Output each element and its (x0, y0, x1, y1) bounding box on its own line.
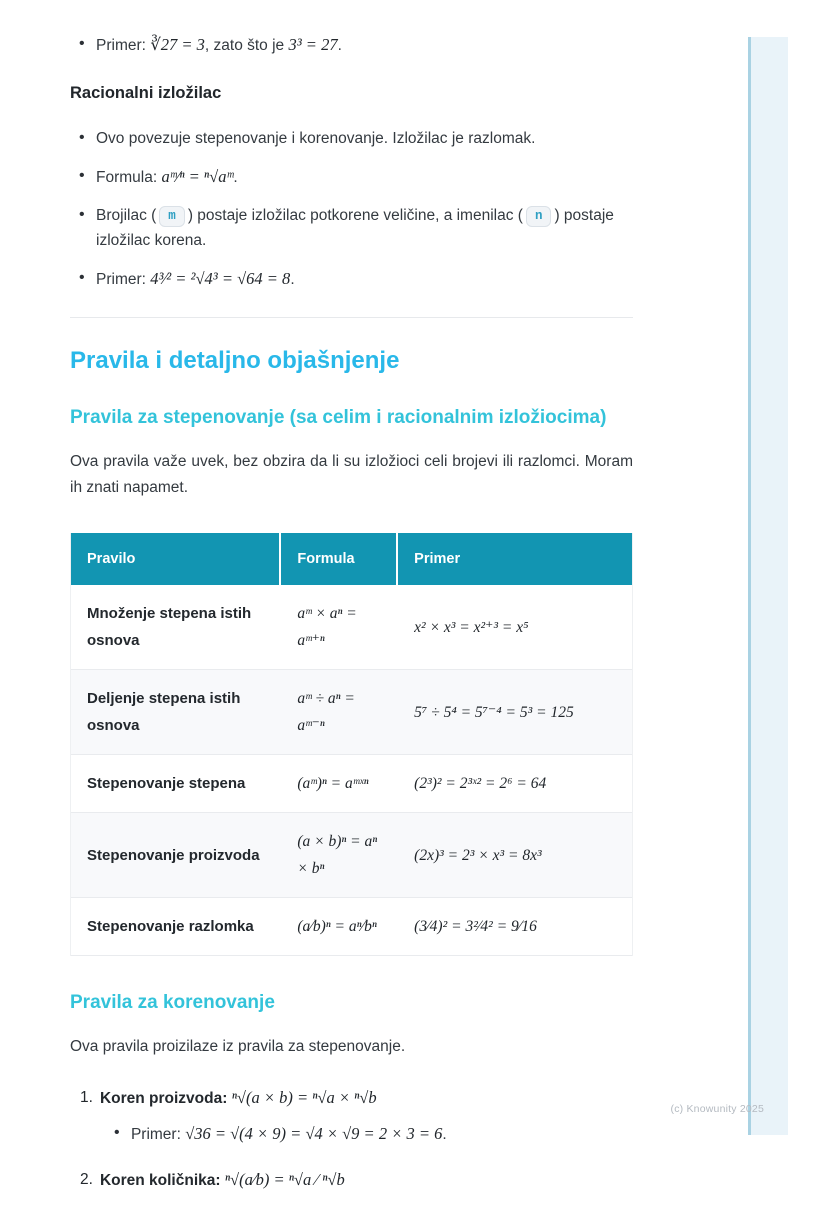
list-item (96, 203, 633, 253)
math-rational-example: 4³⁄² = ²√4³ = √64 = 8 (150, 269, 291, 288)
text: Primer: (96, 271, 151, 288)
table-body (71, 585, 632, 956)
main-heading: Pravila i detaljno objašnjenje (70, 347, 400, 374)
root-rules-list (70, 1085, 633, 1194)
rule-line (100, 1167, 633, 1194)
cell-rule-name: Množenje stepena istih osnova (71, 585, 281, 670)
cell-formula: (aᵐ)ⁿ = aᵐˣⁿ (281, 755, 398, 813)
power-rules-heading: Pravila za stepenovanje (sa celim i racionalnim izložiocima) (70, 407, 607, 428)
cell-example: (2x)³ = 2³ × x³ = 8x³ (398, 813, 632, 898)
table-row (71, 585, 632, 670)
math-power-formula: 3³ = 27 (288, 35, 338, 54)
text: . (337, 37, 342, 54)
text: ) postaje izložilac potkorene veličine, a imenilac ( (187, 207, 523, 224)
rule-label: Koren količnika: (99, 1172, 221, 1189)
math-root-product-formula: ⁿ√(a × b) = ⁿ√a × ⁿ√b (231, 1088, 377, 1107)
rational-exponent-list (70, 126, 633, 292)
math-cube-root-formula: ∛27 = 3 (150, 35, 205, 54)
code-badge-m: m (159, 206, 185, 227)
text: Brojilac ( (96, 207, 157, 224)
rules-table (70, 533, 633, 956)
list-item (131, 1121, 633, 1147)
table-row (71, 813, 632, 898)
root-rules-heading: Pravila za korenovanje (70, 992, 275, 1013)
column-header-pravilo: Pravilo (71, 533, 281, 585)
list-item (80, 1167, 633, 1194)
cell-rule-name: Stepenovanje stepena (71, 755, 281, 813)
math-root-product-example: √36 = √(4 × 9) = √4 × √9 = 2 × 3 = 6 (185, 1124, 443, 1143)
table-head (71, 533, 632, 585)
cell-example: 5⁷ ÷ 5⁴ = 5⁷⁻⁴ = 5³ = 125 (398, 670, 632, 755)
root-rules-intro: Ova pravila proizilaze iz pravila za stepenovanje. (70, 1038, 406, 1055)
list-number: 1. (80, 1089, 93, 1106)
code-badge-n: n (526, 206, 552, 227)
table-row (71, 755, 632, 813)
text: Ovo povezuje stepenovanje i korenovanje. Izložilac je razlomak. (96, 130, 536, 147)
column-header-primer: Primer (398, 533, 632, 585)
list-item (96, 126, 633, 151)
cell-example: (2³)² = 2³ˣ² = 2⁶ = 64 (398, 755, 632, 813)
subsection-heading-rational: Racionalni izložilac (70, 84, 222, 102)
text: ) postaje izložilac korena. (96, 207, 614, 249)
list-number: 2. (80, 1171, 93, 1188)
text: . (290, 271, 295, 288)
power-rules-intro: Ova pravila važe uvek, bez obzira da li su izložioci celi brojevi ili razlomci. Moram ih znati napamet. (70, 453, 633, 496)
text: , zato što je (204, 37, 289, 54)
cell-formula: (a⁄b)ⁿ = aⁿ⁄bⁿ (281, 898, 398, 956)
sub-example-list (100, 1121, 633, 1147)
cell-rule-name: Stepenovanje razlomka (71, 898, 281, 956)
column-header-formula: Formula (281, 533, 398, 585)
text: Formula: (96, 169, 162, 186)
table-row (71, 670, 632, 755)
list-item (96, 32, 633, 58)
cell-example: (3⁄4)² = 3²⁄4² = 9⁄16 (398, 898, 632, 956)
text: Primer: (96, 37, 151, 54)
cell-rule-name: Deljenje stepena istih osnova (71, 670, 281, 755)
table-row (71, 898, 632, 956)
list-item (80, 1085, 633, 1147)
text: . (233, 169, 238, 186)
rule-label: Koren proizvoda: (99, 1090, 228, 1107)
page-edge-strip (748, 37, 788, 1135)
text: Primer: (130, 1126, 186, 1143)
section-divider (70, 317, 633, 318)
cell-formula: (a × b)ⁿ = aⁿ × bⁿ (281, 813, 398, 898)
cell-rule-name: Stepenovanje proizvoda (71, 813, 281, 898)
cell-formula: aᵐ ÷ aⁿ = aᵐ⁻ⁿ (281, 670, 398, 755)
list-item (96, 164, 633, 190)
content-column (70, 0, 633, 1214)
math-root-quotient-formula: ⁿ√(a⁄b) = ⁿ√a ⁄ ⁿ√b (224, 1170, 345, 1189)
copyright-footer: (c) Knowunity 2025 (670, 1103, 764, 1115)
table-header-row (71, 533, 632, 585)
cell-formula: aᵐ × aⁿ = aᵐ⁺ⁿ (281, 585, 398, 670)
list-item-body (100, 1085, 633, 1147)
cell-example: x² × x³ = x²⁺³ = x⁵ (398, 585, 632, 670)
example-list (70, 32, 633, 58)
math-rational-exponent-formula: aᵐ⁄ⁿ = ⁿ√aᵐ (161, 167, 234, 186)
text: . (442, 1126, 447, 1143)
rule-line (100, 1085, 633, 1112)
list-item (96, 266, 633, 292)
list-item-body (100, 1167, 633, 1194)
